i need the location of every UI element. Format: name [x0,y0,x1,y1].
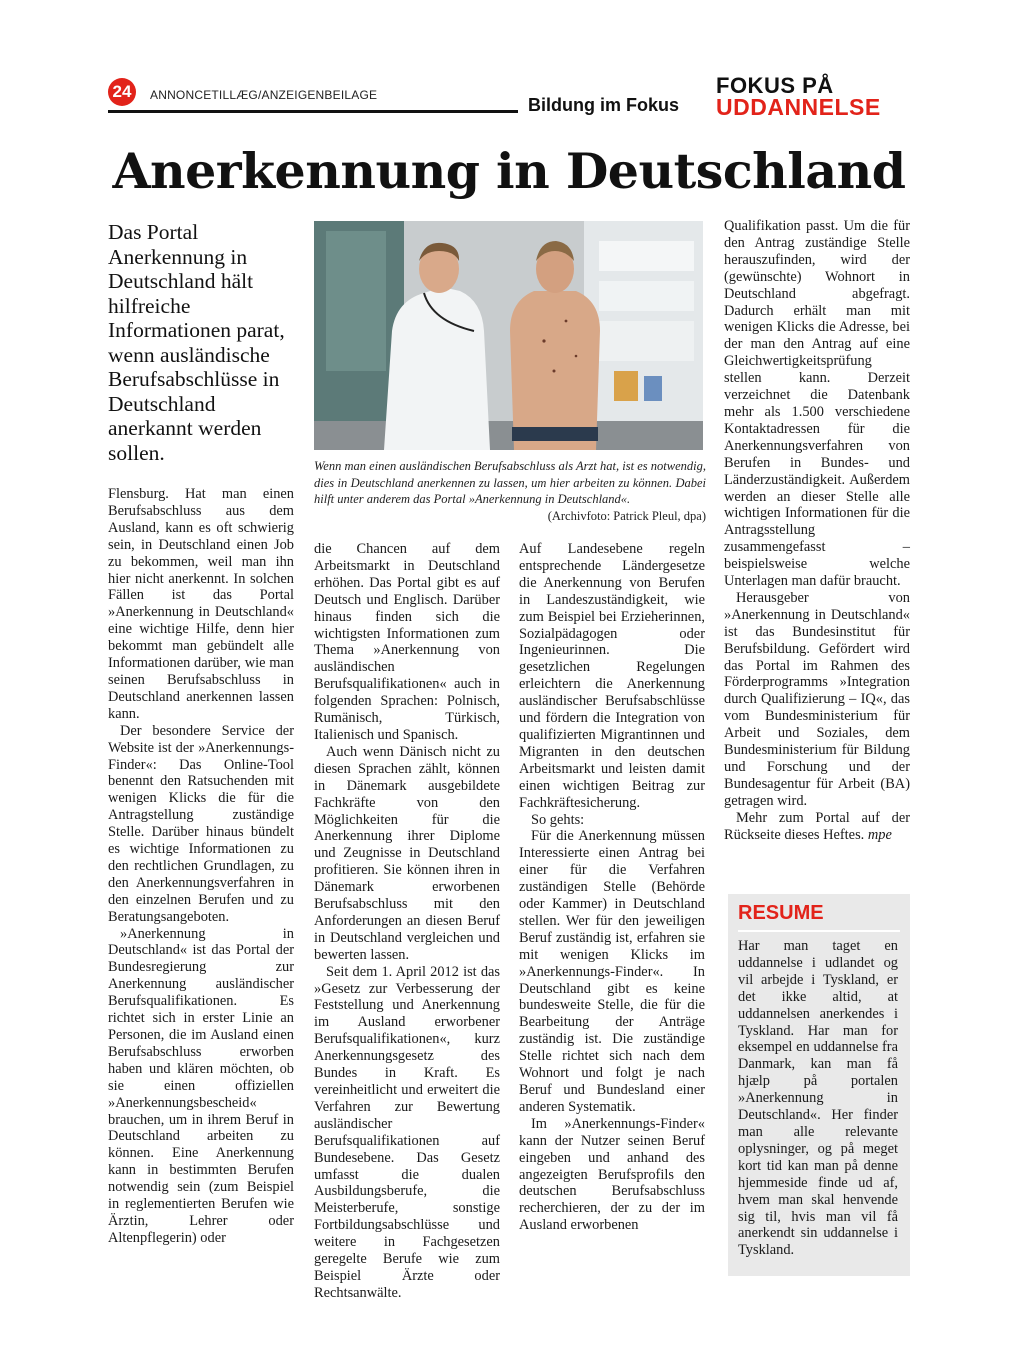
article-headline: Anerkennung in Deutschland [112,142,906,200]
paragraph: Der besondere Service der Website ist der »Anerkennungs-Finder«: Das Online-Tool benennt den Ratsuchenden mit wenigen Klicks die für die Antragstellung zuständige Stelle. Darüber hinaus bündelt es wichtige Informationen zu den rechtlichen Grundlagen, zu den Anerkennungsverfahren in den einzelnen Berufen und zu Beratungsangeboten. [108,722,294,925]
article-column-1 [108,486,294,1247]
resume-divider [738,930,900,932]
paragraph: Seit dem 1. April 2012 ist das »Gesetz zur Verbesserung der Feststellung und Anerkennung im Ausland erworbener Berufsqualifikationen«, kurz Anerkennungsgesetz des Bundes in Kraft. Es vereinheitlicht und erweitert die Verfahren zur Bewertung ausländischer Berufsqualifikationen auf Bundesebene. Das Gesetz umfasst die dualen Ausbildungsberufe, die Meisterberufe, sonstige Fortbildungsabschlüsse und weitere in Fachgesetzen geregelte Berufe wie zum Beispiel Ärzte oder Rechtsanwälte. [314,963,500,1301]
section-label: ANNONCETILLÆG/ANZEIGENBEILAGE [150,88,378,102]
subheading: So gehts: [531,811,585,828]
article-column-2 [314,541,500,1302]
paragraph [724,810,910,844]
header-divider [108,110,518,113]
paragraph: Für die Anerkennung müssen Interessierte einen Antrag bei einer für die Verfahren zuständigen Stelle (Behörde oder Kammer) in Deutschland stellen. Wer für den jeweiligen Beruf zuständig ist, erfahren sie mit wenigen Klicks im »Anerkennungs-Finder«. In Deutschland gibt es keine bundesweite Stelle, die für die Bearbeitung der Anträge zuständig ist. Die zuständige Stelle richtet sich nach dem Wohnort und folgt je nach Beruf und Bundesland einer anderen Systematik. [519,828,705,1115]
tagline: Bildung im Fokus [528,95,679,115]
paragraph: die Chancen auf dem Arbeitsmarkt in Deutschland erhöhen. Das Portal gibt es auf Deutsch und Englisch. Darüber hinaus finden sich die wichtigsten Informationen zum Thema »Anerkennung von ausländischen Berufsqualifikationen« auch in folgenden Sprachen: Polnisch, Rumänisch, Türkisch, Italienisch und Spanisch. [314,541,500,743]
brand-logo-bottom: UDDANNELSE [716,94,881,120]
paragraph: Herausgeber von »Anerkennung in Deutschland« ist das Bundesinstitut für Berufsbildung. Gefördert wird das Portal im Rahmen des Förderprogramms »Integration durch Qualifizierung – IQ«, das vom Bundesministerium für Arbeit und Soziales, dem Bundesministerium für Bildung und Forschung und der Bundesagentur für Arbeit (BA) getragen wird. [724,589,910,809]
article-column-4 [724,218,910,844]
doctor-examination-photo [314,221,703,450]
paragraph: Auf Landesebene regeln entsprechende Ländergesetze die Anerkennung von Berufen in Landeszuständigkeit, wie zum Beispiel bei Erzieherinnen, Sozialpädagogen oder Ingenieurinnen. Die gesetzlichen Regelungen erleichtern die Anerkennung ausländischer Berufsabschlüsse und fördern die Integration von qualifizierten Migrantinnen und Migranten in den deutschen Arbeitsmarkt und leisten damit einen wichtigen Beitrag zur Fachkräftesicherung. [519,541,705,811]
paragraph: Auch wenn Dänisch nicht zu diesen Sprachen zählt, können in Dänemark ausgebildete Fachkräfte von den Möglichkeiten für die Anerkennung ihrer Diplome und Zeugnisse in Deutschland profitieren. Sie können ihren in Dänemark erworbenen Berufsabschluss mit den Anforderungen an diesen Beruf in Deutschland vergleichen und bewerten lassen. [314,743,500,963]
photo-caption [314,458,706,524]
article-photo [314,221,703,450]
paragraph: Qualifikation passt. Um die für den Antrag zuständige Stelle herauszufinden, wird der (gewünschte) Wohnort in Deutschland abgefragt. Dadurch erhält man mit wenigen Klicks die Adresse, bei der man den Antrag auf eine Gleichwertigkeitsprüfung stellen kann. Derzeit verzeichnet die Datenbank mehr als 1.500 verschiedene Kontaktadressen für die Anerkennungsverfahren von Berufen in Bundes- und Länderzuständigkeit. Außerdem werden an dieser Stelle alle wichtigen Informationen für die Antragsstellung zusammengefasst – beispielsweise welche Unterlagen man dafür braucht. [724,218,910,590]
closing-text: Mehr zum Portal auf der Rückseite dieses Heftes. [724,809,910,843]
brand-logo-top: FOKUS PÅ [716,73,834,98]
article-lead: Das Portal Anerkennung in Deutschland hält hilfreiche Informationen parat, wenn ausländische Berufsabschlüsse in Deutschland anerkannt werden sollen. [108,220,285,465]
resume-text: Har man taget en uddannelse i udlandet og vil arbejde i Tyskland, er det ikke altid, at uddannelsen anerkendes i Tyskland. Har man for eksempel en uddannelse fra Danmark, kan man få hjælp på portalen »Anerkennung in Deutschland«. Her finder man alle relevante oplysninger, og på meget kort tid kan man på denne hjemmeside finde ud af, hvem man skal henvende sig til, hvis man vil få anerkendt sin uddannelse i Tyskland. [738,938,898,1259]
photo-credit: (Archivfoto: Patrick Pleul, dpa) [547,508,706,523]
resume-box [728,894,910,1276]
page-number-badge: 24 [108,78,136,106]
page-header [108,73,912,120]
paragraph: »Anerkennung in Deutschland« ist das Portal der Bundesregierung zur Anerkennung ausländischer Berufsqualifikationen. Es richtet sich in erster Linie an Personen, die im Ausland einen Berufsabschluss erworben haben und klären möchten, ob sie einen offiziellen »Anerkennungsbescheid« brauchen, um in ihrem Beruf in Deutschland arbeiten zu können. Eine Anerkennung kann in bestimmten Berufen notwendig sein (zum Beispiel in reglementierten Berufen wie Ärztin, Lehrer oder Altenpflegerin) oder [108,925,294,1246]
paragraph: Im »Anerkennungs-Finder« kann der Nutzer seinen Beruf eingeben und anhand des angezeigten Berufsprofils den deutschen Berufsabschluss recherchieren, der zu der im Ausland erworbenen [519,1115,705,1234]
paragraph: Flensburg. Hat man einen Berufsabschluss aus dem Ausland, kann es oft schwierig sein, in Deutschland einen Job zu bekommen, weil man ihn hier nicht anerkennt. In solchen Fällen ist das Portal »Anerkennung in Deutschland« eine wichtige Hilfe, denn hier bekommt man gebündelt alle Informationen darüber, wie man seinen Berufsabschluss in Deutschland anerkennen lassen kann. [108,486,294,722]
author-initials: mpe [867,826,892,843]
resume-title: RESUME [738,902,824,924]
brand-logo [716,73,916,120]
article-column-3 [519,541,705,1234]
photo-caption-text: Wenn man einen ausländischen Berufsabschluss als Arzt hat, ist es notwendig, dies in Deutschland anerkennen zu lassen, um hier arbeiten zu können. Dabei hilft unter anderem das Portal »Anerkennung in Deutschland«. [314,459,706,506]
